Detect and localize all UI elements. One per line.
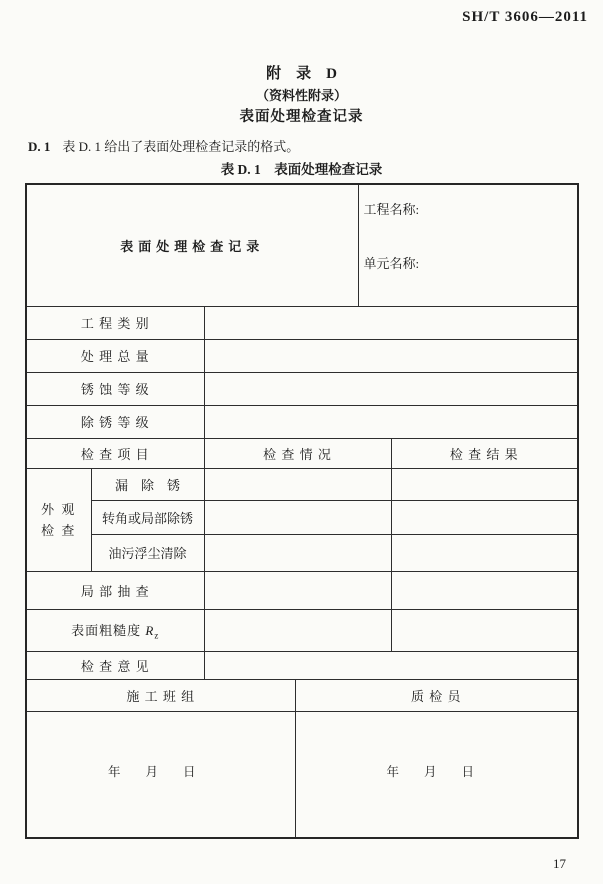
check-situation-header: 检 查 情 况 [204, 438, 391, 468]
treatment-total-value-cell [204, 339, 578, 372]
signature-header-row [26, 679, 578, 711]
table-row [26, 571, 578, 609]
appearance-label-line1: 外 观 [41, 501, 77, 517]
project-type-label: 工 程 类 别 [26, 306, 204, 339]
roughness-result-cell [391, 609, 578, 651]
derust-grade-value-cell [204, 405, 578, 438]
table-row [26, 500, 578, 534]
table-row [26, 651, 578, 679]
spot-check-situation-cell [204, 571, 391, 609]
inspector-signature-cell [295, 711, 578, 838]
treatment-total-label: 处 理 总 量 [26, 339, 204, 372]
missed-derust-result-cell [391, 468, 578, 500]
roughness-prefix: 表面粗糙度 [71, 622, 146, 638]
inspector-label: 质 检 员 [295, 679, 578, 711]
table-row [26, 339, 578, 372]
project-name-label: 工程名称: [363, 202, 420, 217]
appendix-heading [0, 63, 603, 128]
spot-check-label: 局 部 抽 查 [26, 571, 204, 609]
corner-derust-result-cell [391, 500, 578, 534]
form-title: 表面处理检查记录 [26, 184, 358, 306]
table-row [26, 306, 578, 339]
missed-derust-situation-cell [204, 468, 391, 500]
inspection-opinion-label: 检 查 意 见 [26, 651, 204, 679]
rust-grade-value-cell [204, 372, 578, 405]
surface-treatment-record-table [25, 183, 579, 839]
names-cell [358, 184, 578, 306]
table-caption: 表 D. 1 表面处理检查记录 [220, 162, 383, 177]
appendix-title: 附 录 D [266, 66, 337, 82]
rust-grade-label: 锈 蚀 等 级 [26, 372, 204, 405]
clause-number: D. 1 [28, 139, 51, 154]
roughness-situation-cell [204, 609, 391, 651]
clause-d1 [28, 136, 583, 155]
inspector-date-line: 年 月 日 [386, 765, 475, 780]
table-row [26, 372, 578, 405]
surface-roughness-label [26, 609, 204, 651]
check-item-header: 检 查 项 目 [26, 438, 204, 468]
table-row [26, 468, 578, 500]
clause-text: 表 D. 1 给出了表面处理检查记录的格式。 [62, 139, 300, 154]
crew-date-line: 年 月 日 [107, 765, 196, 780]
oil-dust-result-cell [391, 534, 578, 571]
table-row [26, 405, 578, 438]
doc-number: SH/T 3606—2011 [462, 9, 588, 25]
roughness-symbol: R [145, 622, 155, 638]
project-type-value-cell [204, 306, 578, 339]
check-header-row [26, 438, 578, 468]
corner-derust-label: 转角或局部除锈 [91, 500, 204, 534]
spot-check-result-cell [391, 571, 578, 609]
table-row [26, 609, 578, 651]
oil-dust-removal-label: 油污浮尘清除 [91, 534, 204, 571]
appendix-subtitle: 表面处理检查记录 [239, 109, 364, 125]
unit-name-label: 单元名称: [363, 256, 420, 271]
corner-derust-situation-cell [204, 500, 391, 534]
oil-dust-situation-cell [204, 534, 391, 571]
table-row [26, 534, 578, 571]
signature-row [26, 711, 578, 838]
inspection-opinion-value-cell [204, 651, 578, 679]
appearance-label-line2: 检 查 [41, 522, 77, 538]
page-number: 17 [553, 856, 566, 871]
table-row [26, 184, 578, 306]
roughness-subscript: z [154, 630, 160, 641]
derust-grade-label: 除 锈 等 级 [26, 405, 204, 438]
appendix-note: （资料性附录） [255, 88, 347, 103]
check-result-header: 检 查 结 果 [391, 438, 578, 468]
appearance-check-group-label [26, 468, 91, 571]
crew-label: 施 工 班 组 [26, 679, 295, 711]
crew-signature-cell [26, 711, 295, 838]
missed-derust-label: 漏 除 锈 [91, 468, 204, 500]
